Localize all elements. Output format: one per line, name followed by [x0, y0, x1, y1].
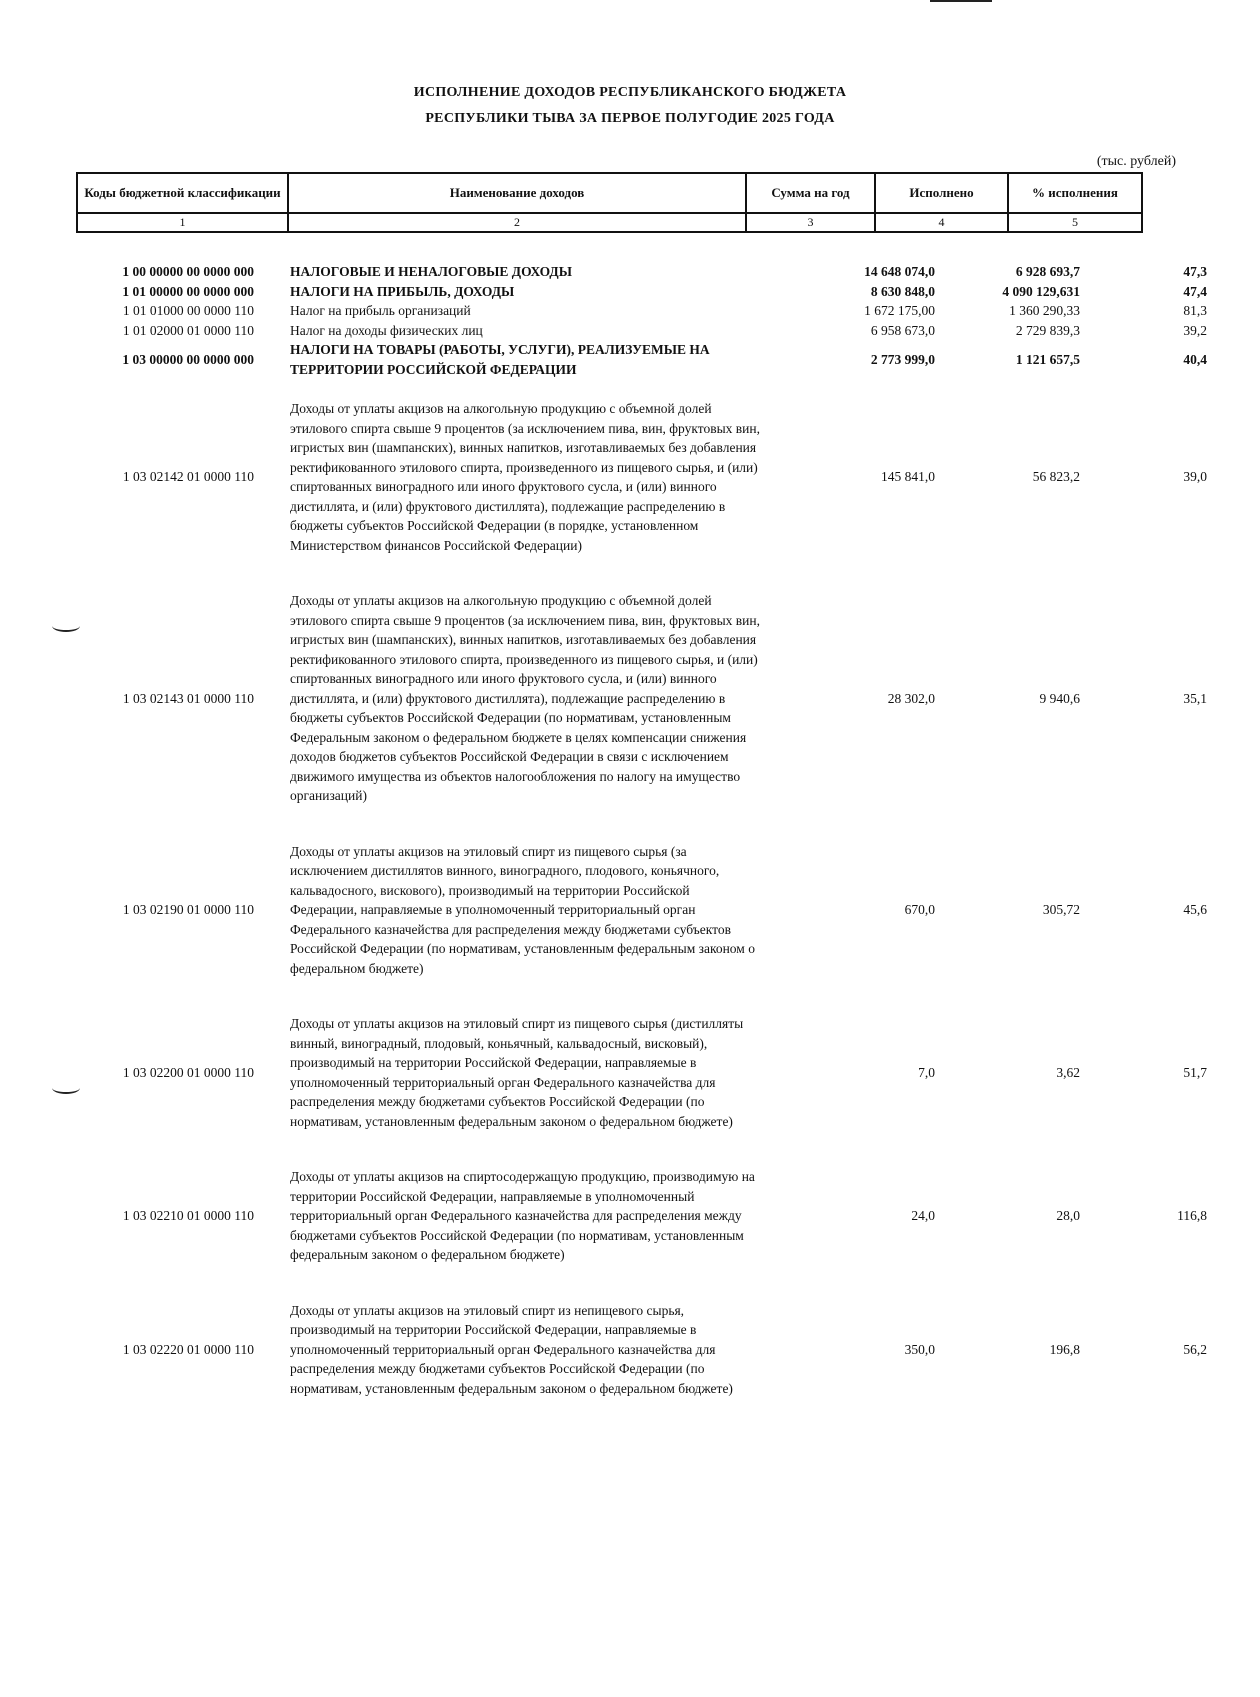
header-num-4: 4: [875, 213, 1008, 232]
row-code: 1 03 02190 01 0000 110: [122, 902, 254, 917]
row-code: 1 03 02210 01 0000 110: [122, 1208, 254, 1223]
row-percent: 51,7: [1183, 1064, 1207, 1080]
table-row: [0, 340, 1207, 379]
table-row: [0, 1014, 1207, 1131]
row-name: Доходы от уплаты акцизов на этиловый спирт из непищевого сырья, производимый на территории Российской Федерации, направляемые в уполномоченный территориальный орган Федерального казначейства для распределения между бюджетами субъектов Российской Федерации (по нормативам, установленным федеральным законом о федеральном бюджете): [290, 1302, 733, 1396]
row-code: 1 03 02220 01 0000 110: [122, 1341, 254, 1357]
margin-mark: [52, 620, 80, 632]
row-name: Налог на прибыль организаций: [290, 303, 471, 318]
table-row: [0, 399, 1207, 555]
document-title: [0, 80, 1260, 132]
table-body: [0, 262, 1207, 1398]
row-plan: 2 773 999,0: [870, 351, 935, 367]
row-plan: 1 672 175,00: [864, 303, 935, 318]
table-row: [0, 262, 1207, 282]
row-plan: 8 630 848,0: [870, 283, 935, 299]
scan-mark: [930, 0, 992, 2]
table-header: [76, 172, 1143, 233]
row-name: Доходы от уплаты акцизов на спиртосодержащую продукцию, производимую на территории Российской Федерации, направляемые в уполномоченный территориальный орган Федерального казначейства для распределения между бюджетами субъектов Российской Федерации (по нормативам, установленным федеральным законом о федеральном бюджете): [290, 1169, 755, 1262]
row-name: Доходы от уплаты акцизов на алкогольную продукцию с объемной долей этилового спирта свыше 9 процентов (за исключением пива, вин, фруктовых вин, игристых вин (шампанских), винных напитков, изготавливаемых без добавления ректификованного этилового спирта, произведенного из пищевого сырья, и (или) спиртованных виноградного или иного фруктового сусла, и (или) винного дистиллята, и (или) фруктового дистиллята), подлежащие распределению в бюджеты субъектов Российской Федерации (по нормативам, установленным Федеральным законом о федеральном бюджете в целях компенсации снижения доходов бюджетов субъектов Российской Федерации в связи с исключением движимого имущества из объектов налогообложения по налогу на имущество организаций): [290, 593, 760, 803]
header-codes: Коды бюджетной классификации: [77, 173, 288, 213]
header-done: Исполнено: [875, 173, 1008, 213]
row-percent: 47,4: [1183, 283, 1207, 299]
row-code: 1 01 00000 00 0000 000: [122, 283, 254, 299]
row-percent: 47,3: [1183, 264, 1207, 279]
row-code: 1 01 01000 00 0000 110: [122, 303, 254, 318]
header-num-1: 1: [77, 213, 288, 232]
row-plan: 350,0: [904, 1341, 935, 1357]
title-line-1: ИСПОЛНЕНИЕ ДОХОДОВ РЕСПУБЛИКАНСКОГО БЮДЖЕТА: [413, 85, 847, 100]
row-name: Доходы от уплаты акцизов на алкогольную продукцию с объемной долей этилового спирта свыше 9 процентов (за исключением пива, вин, фруктовых вин, игристых вин (шампанских), винных напитков, изготавливаемых без добавления ректификованного этилового спирта, произведенного из пищевого сырья, и (или) спиртованных виноградного или иного фруктового сусла, и (или) винного дистиллята, и (или) фруктового дистиллята), подлежащие распределению в бюджеты субъектов Российской Федерации (в порядке, установленном Министерством финансов Российской Федерации): [290, 401, 760, 553]
row-name: НАЛОГИ НА ПРИБЫЛЬ, ДОХОДЫ: [290, 283, 515, 299]
row-done: 2 729 839,3: [1015, 322, 1080, 338]
row-code: 1 03 02142 01 0000 110: [122, 469, 254, 485]
row-percent: 56,2: [1183, 1341, 1207, 1357]
row-code: 1 03 02200 01 0000 110: [122, 1064, 254, 1080]
row-percent: 40,4: [1183, 351, 1207, 367]
row-plan: 24,0: [911, 1208, 935, 1223]
table-row: [0, 591, 1207, 806]
row-done: 28,0: [1056, 1208, 1080, 1223]
header-name: Наименование доходов: [288, 173, 746, 213]
units-label: (тыс. рублей): [1096, 154, 1176, 169]
row-done: 1 121 657,5: [1015, 351, 1080, 367]
row-name: Доходы от уплаты акцизов на этиловый спирт из пищевого сырья (за исключением дистиллятов винного, виноградного, плодового, коньячного, кальвадосного, вискового), производимый на территории Российской Федерации, направляемые в уполномоченный территориальный орган Федерального казначейства для распределения между бюджетами субъектов Российской Федерации (по нормативам, установленным федеральным законом о федеральном бюджете): [290, 843, 755, 976]
row-done: 305,72: [1042, 902, 1080, 917]
row-code: 1 03 02143 01 0000 110: [122, 690, 254, 706]
header-num-2: 2: [288, 213, 746, 232]
row-plan: 7,0: [918, 1064, 935, 1080]
row-plan: 14 648 074,0: [864, 264, 935, 279]
row-code: 1 01 02000 01 0000 110: [122, 322, 254, 338]
header-plan: Сумма на год: [746, 173, 875, 213]
row-percent: 45,6: [1183, 902, 1207, 917]
row-plan: 145 841,0: [881, 469, 935, 485]
row-percent: 35,1: [1183, 690, 1207, 706]
row-done: 3,62: [1056, 1064, 1080, 1080]
title-line-2: РЕСПУБЛИКИ ТЫВА ЗА ПЕРВОЕ ПОЛУГОДИЕ 2025 ГОДА: [425, 111, 835, 126]
row-plan: 6 958 673,0: [870, 322, 935, 338]
row-percent: 81,3: [1183, 303, 1207, 318]
row-name: Доходы от уплаты акцизов на этиловый спирт из пищевого сырья (дистилляты винный, виноградный, плодовый, коньячный, кальвадосный, висковый), производимый на территории Российской Федерации, направляемые в уполномоченный территориальный орган Федерального казначейства для распределения между бюджетами субъектов Российской Федерации (по нормативам, установленным федеральным законом о федеральном бюджете): [290, 1016, 744, 1129]
row-plan: 28 302,0: [887, 690, 935, 706]
header-num-3: 3: [746, 213, 875, 232]
header-num-5: 5: [1008, 213, 1142, 232]
row-done: 9 940,6: [1039, 690, 1080, 706]
margin-mark: [52, 1082, 80, 1094]
table-row: [0, 321, 1207, 341]
row-done: 56 823,2: [1032, 469, 1080, 485]
row-done: 6 928 693,7: [1015, 264, 1080, 279]
table-row: [0, 1301, 1207, 1399]
row-name: Налог на доходы физических лиц: [290, 322, 483, 338]
row-name: НАЛОГИ НА ТОВАРЫ (РАБОТЫ, УСЛУГИ), РЕАЛИЗУЕМЫЕ НА ТЕРРИТОРИИ РОССИЙСКОЙ ФЕДЕРАЦИИ: [290, 342, 710, 377]
table-row: [0, 1167, 1207, 1265]
row-code: 1 00 00000 00 0000 000: [122, 264, 254, 279]
table-row: [0, 282, 1207, 302]
row-done: 1 360 290,33: [1009, 303, 1080, 318]
row-code: 1 03 00000 00 0000 000: [122, 351, 254, 367]
row-name: НАЛОГОВЫЕ И НЕНАЛОГОВЫЕ ДОХОДЫ: [290, 264, 572, 279]
table-row: [0, 842, 1207, 979]
row-done: 196,8: [1049, 1341, 1080, 1357]
row-done: 4 090 129,631: [1002, 283, 1080, 299]
row-percent: 39,2: [1183, 322, 1207, 338]
header-percent: % исполнения: [1008, 173, 1142, 213]
row-percent: 116,8: [1177, 1208, 1207, 1223]
row-percent: 39,0: [1183, 469, 1207, 485]
table-row: [0, 301, 1207, 321]
row-plan: 670,0: [904, 902, 935, 917]
